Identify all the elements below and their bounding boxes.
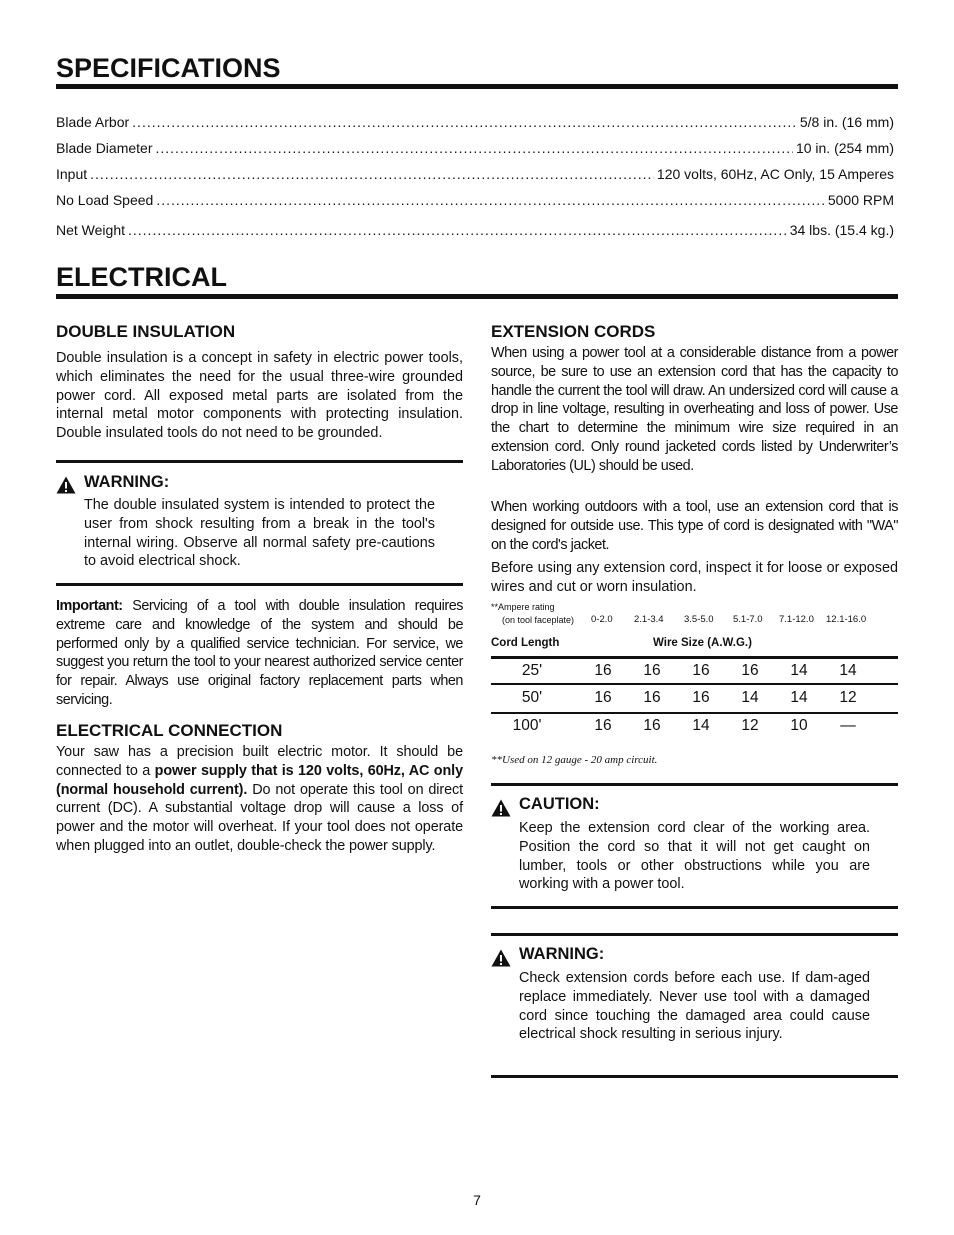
- extension-cords-heading: EXTENSION CORDS: [491, 322, 656, 341]
- important-text: Servicing of a tool with double insulation requires extreme care and knowledge of the system and should be performed only by a qualified service technician. For service, we suggest you return the tool to your nearest authorized service center for repair. Always use original factory replacement parts when servicing.: [56, 598, 463, 708]
- extension-cords-text: Before using any extension cord, inspect it for loose or exposed wires and cut or worn insulation.: [491, 560, 898, 595]
- wire-size-cell: 14: [790, 662, 808, 679]
- caution-text: Keep the extension cord clear of the working area. Position the cord so that it will not get caught on lumber, tools or other obstructions while you are working with a power tool.: [519, 820, 870, 893]
- caution-bottom-rule: [491, 906, 898, 909]
- dot-leader: [90, 166, 654, 182]
- wire-size-cell: 16: [643, 662, 661, 679]
- spec-label: Blade Arbor: [56, 114, 130, 130]
- specifications-title: SPECIFICATIONS: [56, 53, 281, 83]
- wire-size-cell: 14: [790, 689, 808, 706]
- ampere-range: 0-2.0: [591, 614, 613, 625]
- warning-icon: [491, 949, 511, 967]
- warning-title: WARNING:: [84, 473, 170, 491]
- wire-size-cell: 14: [839, 662, 857, 679]
- spec-value: 120 volts, 60Hz, AC Only, 15 Amperes: [656, 166, 894, 182]
- warning-text: The double insulated system is intended to protect the user from shock resulting from a break in the tool's internal wiring. Observe all normal safety pre-cautions to avoid electrical shock.: [84, 497, 435, 570]
- warning-top-rule: [491, 933, 898, 936]
- dot-leader: [128, 222, 787, 238]
- extension-cords-text: When using a power tool at a considerable distance from a power source, be sure to use an extension cord that has the capacity to handle the current the tool will draw. An undersized cord will cause a drop in line voltage, resulting in overheating and loss of power. Use the chart to determine the minimum wire size required in an extension cord. Only round jacketed cords listed by Underwriter’s Laboratories (UL) should be used.: [491, 345, 898, 474]
- power-supply-emphasis: power supply that is 120 volts, 60Hz, AC only (normal household current).: [56, 762, 463, 798]
- spec-label: Input: [56, 166, 88, 182]
- electrical-connection-heading: ELECTRICAL CONNECTION: [56, 721, 283, 740]
- ampere-rating-label: **Ampere rating: [491, 602, 555, 612]
- warning-icon: [56, 476, 76, 494]
- dot-leader: [156, 192, 825, 208]
- caution-title: CAUTION:: [519, 795, 600, 813]
- extension-cords-text: When working outdoors with a tool, use an extension cord that is designed for outside use. This type of cord is designated with "WA" on the cord's jacket.: [491, 499, 898, 553]
- wire-size-cell: —: [840, 717, 856, 734]
- warning-text: Check extension cords before each use. If dam-aged replace immediately. Never use tool with a damaged cord since touching the damaged area could cause electrical shock resulting in serious injury.: [519, 970, 870, 1043]
- warning-top-rule: [56, 460, 463, 463]
- spec-label: No Load Speed: [56, 192, 154, 208]
- ampere-range: 2.1-3.4: [634, 614, 664, 625]
- wire-size-cell: 14: [692, 717, 710, 734]
- wire-size-cell: 16: [692, 689, 710, 706]
- caution-icon: [491, 799, 511, 817]
- spec-label: Net Weight: [56, 222, 125, 238]
- spec-row: [56, 222, 894, 238]
- spec-row: [56, 114, 894, 130]
- cord-length-cell: 50': [521, 689, 543, 706]
- electrical-connection-text: Do not operate this tool on direct current (DC). A substantial voltage drop will cause a loss of power and the motor will overheat. If your tool does not operate when plugged into an outlet, double-check the power supply.: [56, 781, 463, 854]
- wire-size-cell: 16: [643, 689, 661, 706]
- page-number: 7: [473, 1192, 481, 1208]
- wire-size-cell: 16: [741, 662, 759, 679]
- ampere-range: 5.1-7.0: [733, 614, 763, 625]
- ampere-range: 3.5-5.0: [684, 614, 714, 625]
- warning-bottom-rule: [491, 1075, 898, 1078]
- cord-length-header: Cord Length: [491, 637, 560, 649]
- wire-size-cell: 16: [643, 717, 661, 734]
- ampere-range: 12.1-16.0: [826, 614, 867, 625]
- important-paragraph: [56, 597, 463, 710]
- dot-leader: [156, 140, 793, 156]
- spec-value: 10 in. (254 mm): [795, 140, 894, 156]
- wire-size-cell: 16: [692, 662, 710, 679]
- spec-row: [56, 192, 894, 208]
- important-label: Important:: [56, 598, 123, 614]
- wire-size-cell: 16: [594, 662, 612, 679]
- ampere-rating-sublabel: (on tool faceplate): [502, 615, 575, 625]
- caution-top-rule: [491, 783, 898, 786]
- wire-size-header: Wire Size (A.W.G.): [653, 637, 752, 649]
- ampere-range: 7.1-12.0: [779, 614, 814, 625]
- wire-size-cell: 16: [594, 689, 612, 706]
- warning-title: WARNING:: [519, 945, 605, 963]
- wire-size-cell: 14: [741, 689, 759, 706]
- spec-row: [56, 166, 894, 182]
- electrical-rule: [56, 294, 898, 299]
- electrical-connection-text: Your saw has a precision built electric motor. It should be connected to a: [56, 744, 463, 779]
- wire-size-cell: 16: [594, 717, 612, 734]
- table-footnote: **Used on 12 gauge - 20 amp circuit.: [491, 754, 658, 766]
- electrical-connection-paragraph: [56, 743, 463, 856]
- warning-bottom-rule: [56, 583, 463, 586]
- table-rule: [491, 656, 898, 659]
- dot-leader: [132, 114, 797, 130]
- spec-label: Blade Diameter: [56, 140, 153, 156]
- wire-size-cell: 12: [741, 717, 759, 734]
- cord-length-cell: 100': [512, 717, 542, 734]
- table-rule: [491, 712, 898, 714]
- electrical-title: ELECTRICAL: [56, 262, 227, 292]
- double-insulation-heading: DOUBLE INSULATION: [56, 322, 236, 341]
- spec-row: [56, 140, 894, 156]
- wire-size-cell: 10: [790, 717, 808, 734]
- spec-value: 5/8 in. (16 mm): [799, 114, 894, 130]
- table-rule: [491, 683, 898, 685]
- spec-value: 5000 RPM: [827, 192, 894, 208]
- double-insulation-text: Double insulation is a concept in safety in electric power tools, which eliminates the need for the usual three-wire grounded power cord. All exposed metal parts are isolated from the internal metal motor components with protecting insulation. Double insulated tools do not need to be grounded.: [56, 350, 463, 442]
- cord-length-cell: 25': [521, 662, 543, 679]
- spec-value: 34 lbs. (15.4 kg.): [789, 222, 894, 238]
- specifications-rule: [56, 84, 898, 89]
- wire-size-cell: 12: [839, 689, 857, 706]
